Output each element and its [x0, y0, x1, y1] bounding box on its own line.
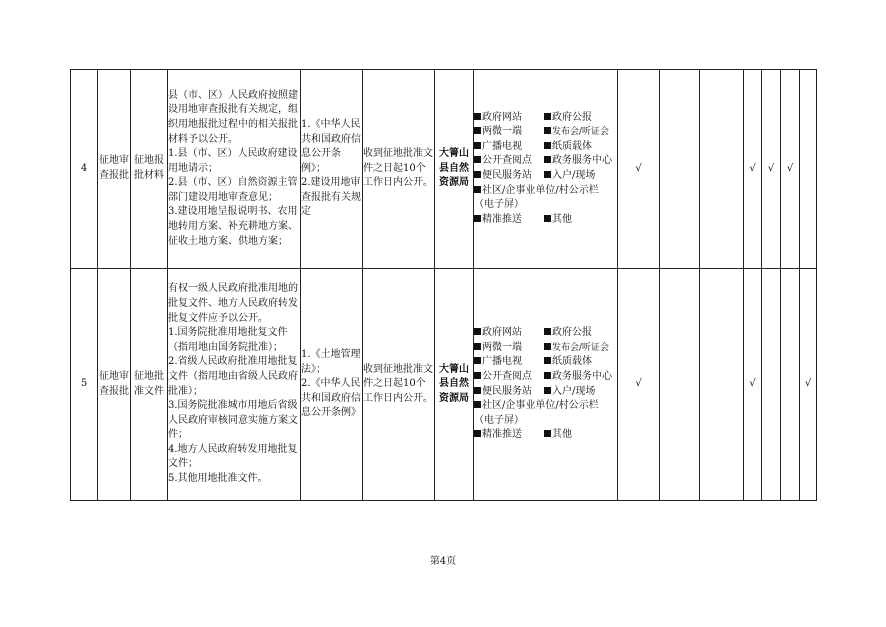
- disclosure-table: [70, 69, 817, 501]
- checkbox-filled-icon: [474, 343, 481, 350]
- checkbox-filled-icon: [544, 113, 551, 120]
- row-number: 5: [71, 269, 98, 501]
- table-row: [71, 269, 817, 501]
- checkbox-filled-icon: [544, 357, 551, 364]
- mark-cell: [781, 269, 800, 501]
- agency-cell: 大箐山县自然资源局: [435, 269, 474, 501]
- detail-item: 2.省级人民政府批准用地批复文件（指用地由省级人民政府批准）；: [168, 356, 298, 397]
- mark-cell: √: [618, 269, 660, 501]
- checkbox-filled-icon: [474, 328, 481, 335]
- mark-cell: [762, 269, 781, 501]
- checkbox-filled-icon: [544, 430, 551, 437]
- channels-cell: 政府网站 政府公报 两微一端 发布会/听证会 广播电视 纸质载体 公开查阅点 政务服务中心 便民服务站 入户/现场 社区/企事业单位/村公示栏 （电子屏） 精准推送 其他: [474, 70, 618, 269]
- checkbox-filled-icon: [474, 113, 481, 120]
- mark-cell: √: [744, 269, 762, 501]
- checkbox-filled-icon: [544, 328, 551, 335]
- basis-cell: 1.《中华人民共和国政府信息公开条例》； 2.建设用地审查报批有关规定: [301, 70, 363, 269]
- detail-item: 2.县（市、区）自然资源主管部门建设用地审查意见；: [168, 177, 298, 203]
- checkbox-filled-icon: [544, 372, 551, 379]
- checkbox-filled-icon: [544, 127, 551, 134]
- mark-cell: [700, 70, 744, 269]
- mark-cell: √: [744, 70, 762, 269]
- checkbox-filled-icon: [474, 127, 481, 134]
- checkbox-filled-icon: [474, 372, 481, 379]
- timing-cell: 收到征地批准文件之日起10个工作日内公开。: [363, 70, 435, 269]
- detail-intro: 有权一级人民政府批准用地的批复文件、地方人民政府转发批复文件应予以公开。: [168, 283, 298, 324]
- detail-intro: 县（市、区）人民政府按照建设用地审查报批有关规定，组织用地报批过程中的相关报批材料予以公开。: [168, 89, 298, 145]
- mark-cell: [660, 269, 700, 501]
- checkbox-filled-icon: [474, 215, 481, 222]
- timing-cell: 收到征地批准文件之日起10个工作日内公开。: [363, 269, 435, 501]
- checkbox-filled-icon: [544, 142, 551, 149]
- mark-cell: √: [800, 269, 817, 501]
- channels-cell: 政府网站 政府公报 两微一端 发布会/听证会 广播电视 纸质载体 公开查阅点 政务服务中心 便民服务站 入户/现场 社区/企事业单位/村公示栏 （电子屏） 精准推送 其他: [474, 269, 618, 501]
- detail-item: 1.县（市、区）人民政府建设用地请示；: [168, 148, 298, 174]
- item-cell: 征地审查报批: [98, 269, 131, 501]
- mark-cell: √: [762, 70, 781, 269]
- detail-item: 3.国务院批准城市用地后省级人民政府审核同意实施方案文件；: [168, 400, 298, 441]
- mark-cell: √: [618, 70, 660, 269]
- mark-cell: [700, 269, 744, 501]
- item-cell: 征地审查报批: [98, 70, 131, 269]
- checkbox-filled-icon: [474, 171, 481, 178]
- detail-cell: [168, 70, 301, 269]
- content-cell: 征地批准文件: [131, 269, 168, 501]
- checkbox-filled-icon: [474, 186, 481, 193]
- checkbox-filled-icon: [474, 357, 481, 364]
- mark-cell: √: [781, 70, 800, 269]
- basis-cell: 1.《土地管理法》； 2.《中华人民共和国政府信息公开条例》: [301, 269, 363, 501]
- mark-cell: [800, 70, 817, 269]
- page-number: 第4页: [429, 556, 457, 567]
- detail-item: 3.建设用地呈报说明书、农用地转用方案、补充耕地方案、征收土地方案、供地方案；: [168, 206, 298, 247]
- detail-item: 4.地方人民政府转发用地批复文件；: [168, 443, 298, 470]
- checkbox-filled-icon: [544, 215, 551, 222]
- checkbox-filled-icon: [474, 142, 481, 149]
- checkbox-filled-icon: [544, 171, 551, 178]
- mark-cell: [660, 70, 700, 269]
- detail-cell: [168, 269, 301, 501]
- content-cell: 征地报批材料: [131, 70, 168, 269]
- checkbox-filled-icon: [474, 156, 481, 163]
- checkbox-filled-icon: [474, 401, 481, 408]
- checkbox-filled-icon: [474, 430, 481, 437]
- detail-item: 1.国务院批准用地批复文件（指用地由国务院批准）；: [168, 327, 288, 353]
- checkbox-filled-icon: [474, 387, 481, 394]
- row-number: 4: [71, 70, 98, 269]
- checkbox-filled-icon: [544, 156, 551, 163]
- table-row: [71, 70, 817, 269]
- checkbox-filled-icon: [544, 387, 551, 394]
- checkbox-filled-icon: [544, 343, 551, 350]
- detail-item: 5.其他用地批准文件。: [168, 473, 268, 485]
- agency-cell: 大箐山县自然资源局: [435, 70, 474, 269]
